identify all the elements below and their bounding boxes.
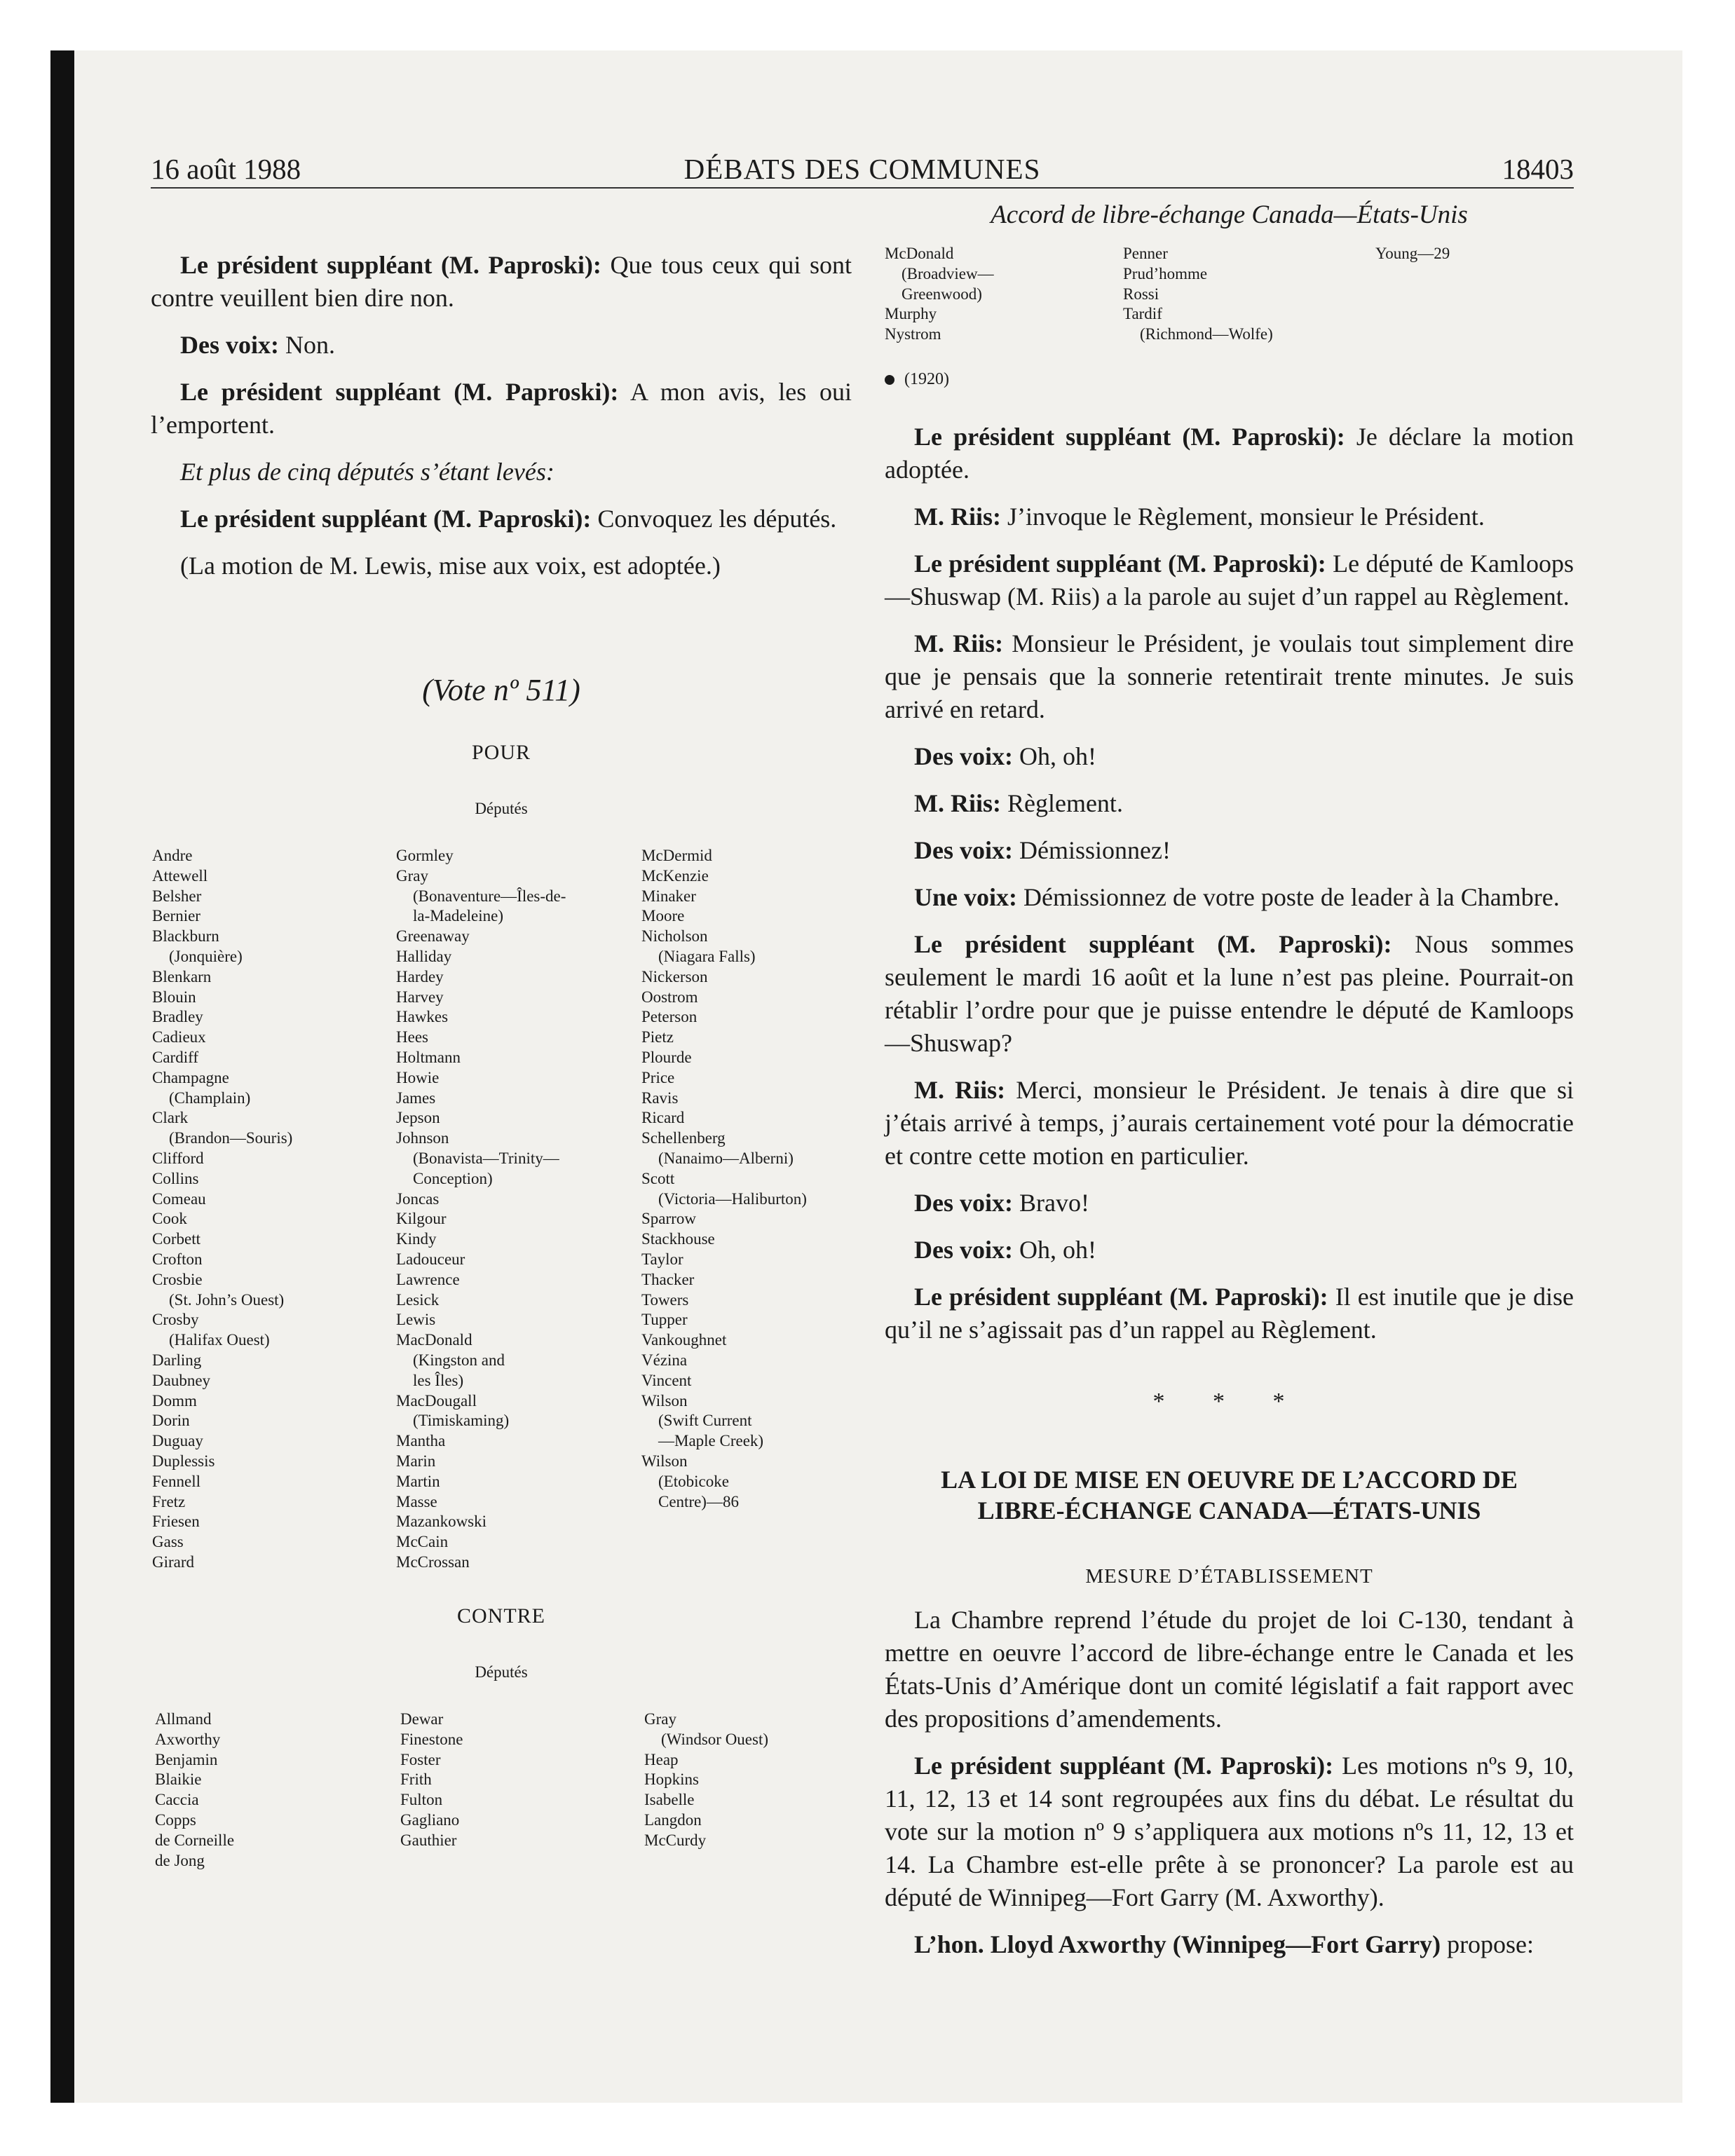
member-name: Ravis (641, 1089, 679, 1107)
paragraph (885, 740, 1574, 773)
speech-text: Oh, oh! (1012, 1236, 1096, 1264)
speaker: Le président suppléant (M. Paproski): (914, 550, 1326, 578)
member-name: Martin (396, 1472, 440, 1490)
names-column (885, 244, 994, 345)
paragraph (885, 881, 1574, 914)
member-name: Cadieux (152, 1028, 206, 1046)
member-name: (Champlain) (169, 1089, 251, 1107)
paragraph (151, 329, 852, 362)
member-name: Fennell (152, 1472, 200, 1490)
speaker: Des voix: (180, 331, 279, 359)
stage-direction: Et plus de cinq députés s’étant levés: (180, 458, 554, 486)
member-name: Pietz (641, 1028, 674, 1046)
names-column (396, 846, 566, 1573)
speech-text: Convoquez les députés. (591, 505, 837, 533)
speech-text: Bravo! (1012, 1189, 1089, 1217)
member-name: Wilson (641, 1452, 688, 1470)
member-name: Blenkarn (152, 967, 212, 985)
member-name: Bradley (152, 1008, 203, 1026)
member-name: Sparrow (641, 1210, 696, 1228)
member-name: Tupper (641, 1311, 688, 1329)
speaker: Des voix: (914, 836, 1013, 864)
header-date: 16 août 1988 (151, 153, 301, 185)
member-name: (Etobicoke (658, 1472, 729, 1490)
member-name: Hardey (396, 967, 444, 985)
bullet-icon (885, 375, 894, 385)
paragraph (885, 1187, 1574, 1220)
names-column (641, 846, 807, 1512)
member-name: Clifford (152, 1149, 204, 1167)
member-name: Dorin (152, 1412, 190, 1430)
member-name: Crofton (152, 1250, 203, 1268)
paragraph (885, 1234, 1574, 1267)
member-name: McCrossan (396, 1553, 470, 1571)
member-name: Darling (152, 1351, 202, 1369)
section-separator: * * * (1152, 1389, 1306, 1414)
speaker: Une voix: (914, 883, 1017, 911)
member-name: Axworthy (155, 1730, 221, 1748)
member-name: Domm (152, 1391, 197, 1410)
member-name: Ricard (641, 1109, 685, 1127)
member-name: Corbett (152, 1230, 200, 1248)
contre-title: CONTRE (457, 1604, 545, 1628)
member-name: Joncas (396, 1189, 440, 1208)
member-name: Mantha (396, 1432, 446, 1450)
member-name: (Niagara Falls) (658, 947, 756, 965)
heading-line: LA LOI DE MISE EN OEUVRE DE L’ACCORD DE (941, 1466, 1518, 1494)
speech-text: A mon avis, les oui l’emportent. (151, 378, 852, 439)
member-name: Masse (396, 1492, 437, 1510)
member-name: Cook (152, 1210, 187, 1228)
subject-line: Accord de libre-échange Canada—États-Unis (991, 200, 1468, 229)
paragraph (151, 376, 852, 442)
member-name: Vankoughnet (641, 1331, 727, 1349)
member-name: Tardif (1123, 305, 1162, 323)
section-heading (885, 1464, 1574, 1526)
member-name: Belsher (152, 887, 202, 905)
member-name: Wilson (641, 1391, 688, 1410)
member-name: Langdon (644, 1810, 702, 1829)
member-name: Daubney (152, 1371, 211, 1389)
member-name: la-Madeleine) (413, 907, 503, 925)
speech-text: Les motions nºs 9, 10, 11, 12, 13 et 14 sont regroupées aux fins du débat. Le résultat du vote sur la motion nº 9 s’appliquera aux motions nºs 11, 12, 13 et 14. La Chambre est-elle prête à se prononcer? La parole est au député de Winnipeg—Fort Garry (M. Axworthy). (885, 1752, 1574, 1911)
speaker: Le président suppléant (M. Paproski): (180, 251, 601, 279)
member-name: Nystrom (885, 325, 941, 343)
member-name: Murphy (885, 305, 937, 323)
member-name: James (396, 1089, 436, 1107)
member-name: Stackhouse (641, 1230, 715, 1248)
member-name: Lewis (396, 1311, 436, 1329)
speech-text: Oh, oh! (1012, 742, 1096, 770)
speech-text: Que tous ceux qui sont contre veuillent bien dire non. (151, 251, 852, 312)
member-name: MacDougall (396, 1391, 477, 1410)
member-name: Nicholson (641, 927, 708, 946)
member-name: Price (641, 1068, 675, 1086)
member-name: Greenwood) (901, 285, 982, 303)
pour-subtitle: Députés (475, 800, 528, 817)
member-name: (Bonaventure—Îles-de- (413, 887, 566, 905)
names-column (644, 1710, 768, 1851)
names-column (155, 1710, 234, 1871)
speech-text: propose: (1441, 1930, 1535, 1958)
member-name: (Timiskaming) (413, 1412, 510, 1430)
member-name: (Victoria—Haliburton) (658, 1189, 807, 1208)
speaker: Des voix: (914, 1236, 1013, 1264)
member-name: Friesen (152, 1513, 200, 1531)
speech-text: Règlement. (1000, 789, 1123, 817)
member-name: Howie (396, 1068, 440, 1086)
paragraph (885, 1749, 1574, 1914)
member-name: Duguay (152, 1432, 203, 1450)
member-name: Schellenberg (641, 1129, 726, 1147)
names-column (400, 1710, 463, 1851)
member-name: Dewar (400, 1710, 444, 1728)
member-name: Crosbie (152, 1270, 203, 1288)
motion-result: (La motion de M. Lewis, mise aux voix, est adoptée.) (180, 552, 721, 580)
paragraph (885, 547, 1574, 613)
contre-names-list (151, 1710, 852, 1892)
paragraph (885, 421, 1574, 486)
member-name: Moore (641, 907, 685, 925)
binding-edge (50, 50, 74, 2103)
member-name: Frith (400, 1770, 432, 1789)
member-name: Johnson (396, 1129, 449, 1147)
member-name: (Nanaimo—Alberni) (658, 1149, 794, 1167)
member-name: (Kingston and (413, 1351, 505, 1369)
member-name: Scott (641, 1169, 675, 1187)
speaker: M. Riis: (914, 1076, 1006, 1104)
time-marker (885, 370, 949, 389)
vote-title: (Vote nº 511) (422, 673, 580, 707)
paragraph (885, 787, 1574, 820)
speech-text: Le député de Kamloops—Shuswap (M. Riis) a la parole au sujet d’un rappel au Règlement. (885, 550, 1574, 610)
member-name: Nickerson (641, 967, 708, 985)
member-name: Vézina (641, 1351, 688, 1369)
member-name: MacDonald (396, 1331, 472, 1349)
paragraph (151, 249, 852, 315)
contre-subtitle: Députés (475, 1663, 528, 1681)
names-column (1375, 244, 1450, 264)
speaker: Le président suppléant (M. Paproski): (180, 505, 592, 533)
member-name: Hopkins (644, 1770, 699, 1789)
member-name: Harvey (396, 988, 444, 1006)
speech-text: Nous sommes seulement le mardi 16 août et la lune n’est pas pleine. Pourrait-on rétablir l’ordre pour que je puisse entendre le député de Kamloops—Shuswap? (885, 930, 1574, 1057)
member-name: Plourde (641, 1048, 692, 1066)
member-name: Isabelle (644, 1791, 695, 1809)
right-column (885, 421, 1574, 1975)
member-name: Gagliano (400, 1810, 460, 1829)
member-name: Fretz (152, 1492, 186, 1510)
member-name: Foster (400, 1750, 441, 1768)
speaker: M. Riis: (914, 503, 1001, 531)
member-name: (Brandon—Souris) (169, 1129, 293, 1147)
pour-names-list (151, 846, 852, 1582)
member-name: Halliday (396, 947, 452, 965)
member-name: (Windsor Ouest) (661, 1730, 769, 1748)
member-name: Girard (152, 1553, 195, 1571)
member-name: (Bonavista—Trinity— (413, 1149, 559, 1167)
member-name: Blackburn (152, 927, 219, 946)
member-name: (Halifax Ouest) (169, 1331, 270, 1349)
member-name: Thacker (641, 1270, 695, 1288)
speaker: M. Riis: (914, 629, 1004, 657)
member-name: Towers (641, 1290, 689, 1309)
speech-text: J’invoque le Règlement, monsieur le Président. (1000, 503, 1485, 531)
member-name: Hawkes (396, 1008, 449, 1026)
member-name: Duplessis (152, 1452, 215, 1470)
member-name: Oostrom (641, 988, 698, 1006)
paragraph (885, 627, 1574, 726)
member-name: de Jong (155, 1851, 205, 1869)
member-name: Prud’homme (1123, 264, 1208, 282)
member-name: Gormley (396, 847, 454, 864)
member-name: Hees (396, 1028, 428, 1046)
member-name: Heap (644, 1750, 679, 1768)
heading-line: LIBRE-ÉCHANGE CANADA—ÉTATS-UNIS (977, 1496, 1481, 1524)
left-column (151, 249, 852, 1892)
member-name: Ladouceur (396, 1250, 465, 1268)
member-name: Copps (155, 1810, 196, 1829)
member-name: (Jonquière) (169, 947, 243, 965)
member-name: Attewell (152, 866, 208, 885)
member-name: Centre)—86 (658, 1492, 739, 1510)
names-column (1123, 244, 1273, 345)
member-name: Vincent (641, 1371, 692, 1389)
member-name: Andre (152, 847, 193, 864)
member-name: —Maple Creek) (658, 1432, 764, 1450)
time-text: (1920) (904, 370, 949, 388)
paragraph (885, 928, 1574, 1060)
member-name: (Richmond—Wolfe) (1140, 325, 1273, 343)
page-header (151, 151, 1574, 189)
member-name: McCurdy (644, 1831, 707, 1849)
member-name: Champagne (152, 1068, 229, 1086)
member-name: Clark (152, 1109, 189, 1127)
paragraph: La Chambre reprend l’étude du projet de loi C-130, tendant à mettre en oeuvre l’accord de libre-échange entre le Canada et les États-Unis d’Amérique dont un comité législatif a fait rapport avec des propositions d’amendements. (885, 1606, 1574, 1733)
remaining-names-list (885, 244, 1574, 349)
speech-text: Démissionnez de votre poste de leader à la Chambre. (1017, 883, 1560, 911)
member-name: Fulton (400, 1791, 443, 1809)
paragraph (885, 1281, 1574, 1346)
member-name: Greenaway (396, 927, 470, 946)
paragraph (885, 834, 1574, 867)
paragraph (885, 1074, 1574, 1173)
member-name: Gass (152, 1533, 184, 1551)
member-name: (Broadview— (901, 264, 994, 282)
names-column (152, 846, 292, 1573)
speech-text: Démissionnez! (1012, 836, 1171, 864)
pour-title: POUR (471, 741, 531, 764)
member-name: Crosby (152, 1311, 199, 1329)
member-name: Comeau (152, 1189, 206, 1208)
speech-text: Merci, monsieur le Président. Je tenais à dire que si j’étais arrivé à temps, j’aurais certainement voté pour la démocratie et contre cette motion en particulier. (885, 1076, 1574, 1170)
member-name: Mazankowski (396, 1513, 487, 1531)
member-name: Benjamin (155, 1750, 218, 1768)
paragraph (151, 503, 852, 535)
speaker: Le président suppléant (M. Paproski): (914, 1283, 1328, 1311)
member-name: Kilgour (396, 1210, 447, 1228)
member-name: Bernier (152, 907, 200, 925)
speaker: Des voix: (914, 1189, 1013, 1217)
speaker: Le président suppléant (M. Paproski): (914, 1752, 1334, 1780)
member-name: Minaker (641, 887, 696, 905)
member-name: Holtmann (396, 1048, 461, 1066)
member-name: McDermid (641, 847, 712, 864)
member-name: Lesick (396, 1290, 440, 1309)
speaker: Le président suppléant (M. Paproski): (180, 378, 619, 406)
paragraph (885, 500, 1574, 533)
member-name: Caccia (155, 1791, 199, 1809)
member-name: Penner (1123, 245, 1168, 262)
speech-text: Monsieur le Président, je voulais tout simplement dire que je pensais que la sonnerie retentirait trente minutes. Je suis arrivé en retard. (885, 629, 1574, 723)
member-name: Finestone (400, 1730, 463, 1748)
member-name: Gauthier (400, 1831, 457, 1849)
member-name: McCain (396, 1533, 449, 1551)
speech-text: Non. (278, 331, 335, 359)
speaker: Le président suppléant (M. Paproski): (914, 930, 1392, 958)
member-name: Gray (396, 866, 428, 885)
member-name: Allmand (155, 1710, 212, 1728)
member-name: Jepson (396, 1109, 440, 1127)
header-title: DÉBATS DES COMMUNES (683, 153, 1041, 185)
member-name: (St. John’s Ouest) (169, 1290, 285, 1309)
member-name: Lawrence (396, 1270, 460, 1288)
member-name: McKenzie (641, 866, 709, 885)
member-name: Young—29 (1375, 245, 1450, 262)
speaker: Des voix: (914, 742, 1013, 770)
member-name: Peterson (641, 1008, 698, 1026)
subsection-heading: MESURE D’ÉTABLISSEMENT (1085, 1565, 1373, 1588)
speaker: M. Riis: (914, 789, 1001, 817)
member-name: Gray (644, 1710, 676, 1728)
speech-text: Je déclare la motion adoptée. (885, 423, 1574, 484)
member-name: Marin (396, 1452, 436, 1470)
speaker: L’hon. Lloyd Axworthy (Winnipeg—Fort Garry) (914, 1930, 1441, 1958)
member-name: Kindy (396, 1230, 437, 1248)
member-name: Blouin (152, 988, 196, 1006)
member-name: Conception) (413, 1169, 493, 1187)
member-name: Taylor (641, 1250, 683, 1268)
member-name: de Corneille (155, 1831, 235, 1849)
member-name: Blaikie (155, 1770, 202, 1789)
member-name: McDonald (885, 245, 954, 262)
speaker: Le président suppléant (M. Paproski): (914, 423, 1345, 451)
member-name: Collins (152, 1169, 199, 1187)
paragraph (885, 1928, 1574, 1961)
header-page-number: 18403 (1502, 153, 1574, 185)
member-name: Rossi (1123, 285, 1159, 303)
member-name: (Swift Current (658, 1412, 752, 1430)
speech-text: Il est inutile que je dise qu’il ne s’agissait pas d’un rappel au Règlement. (885, 1283, 1574, 1344)
member-name: les Îles) (413, 1371, 464, 1389)
member-name: Cardiff (152, 1048, 199, 1066)
